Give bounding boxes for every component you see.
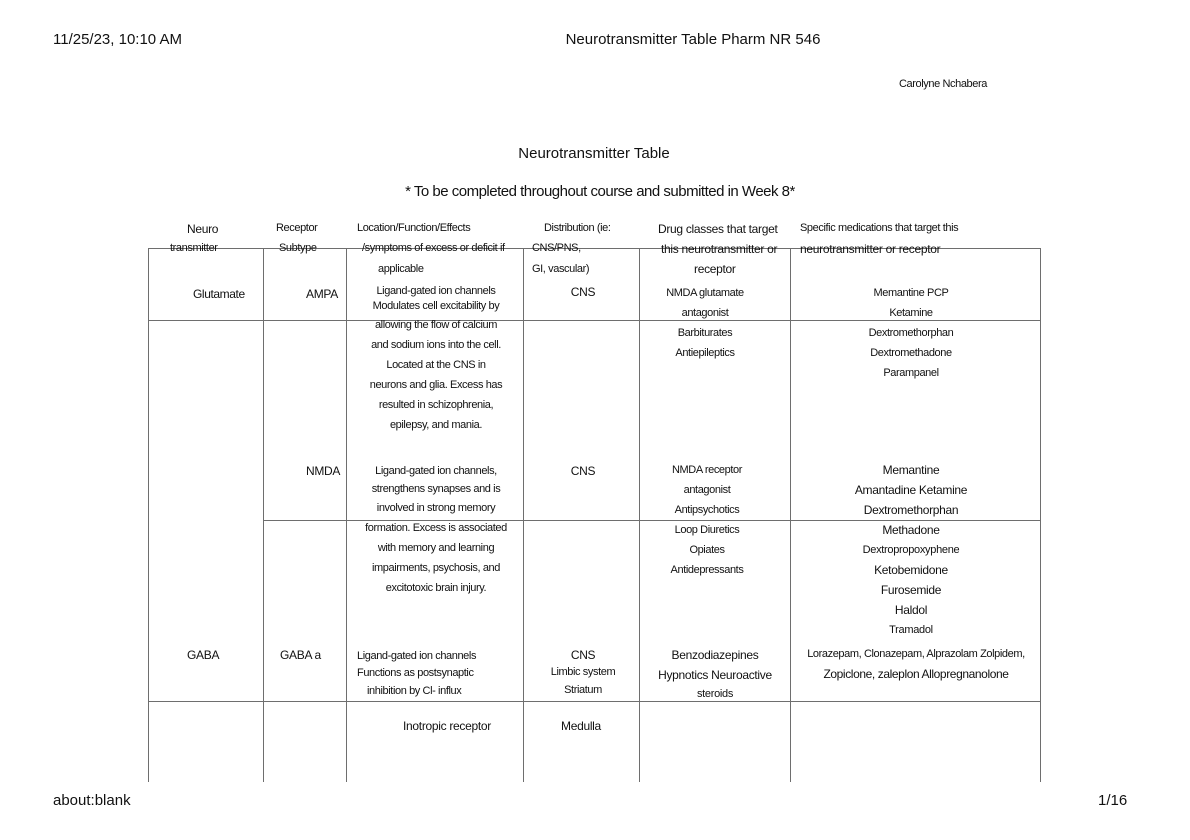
text-line: CNS xyxy=(570,648,596,662)
nmda-distribution: CNS xyxy=(570,464,596,478)
header-location-line2: /symptoms of excess or deficit if xyxy=(362,242,505,254)
text-line: Memantine xyxy=(882,463,940,477)
text-line: inhibition by Cl- influx xyxy=(367,685,462,697)
text-line: Limbic system xyxy=(550,666,616,678)
header-drug-classes-line1: Drug classes that target xyxy=(658,222,778,236)
nmda-drug-classes-cell xyxy=(640,460,774,580)
document-title: Neurotransmitter Table xyxy=(518,145,670,162)
ampa-distribution: CNS xyxy=(570,285,596,299)
row-divider xyxy=(148,701,1041,702)
header-drug-classes-line2: this neurotransmitter or xyxy=(661,242,778,256)
print-footer-page-number: 1/16 xyxy=(1098,792,1128,809)
column-divider xyxy=(148,248,149,782)
text-line: Loop Diuretics xyxy=(674,524,740,536)
header-drug-classes-line3: receptor xyxy=(694,262,736,276)
text-line: NMDA glutamate xyxy=(666,287,744,299)
next-row-distribution: Medulla xyxy=(561,719,601,733)
text-line: Hypnotics Neuroactive xyxy=(658,668,772,682)
text-line: Striatum xyxy=(564,684,602,696)
gaba-a-location-cell xyxy=(357,648,476,701)
text-line: Opiates xyxy=(689,544,725,556)
header-location-line1: Location/Function/Effects xyxy=(357,222,471,234)
header-distribution-line1: Distribution (ie: xyxy=(544,222,611,234)
text-line: Dextromethorphan xyxy=(863,503,959,517)
text-line: Ketamine xyxy=(889,307,933,319)
text-line: Ligand-gated ion channels xyxy=(376,285,496,297)
text-line: antagonist xyxy=(681,307,729,319)
text-line: Furosemide xyxy=(880,583,942,597)
author-name: Carolyne Nchabera xyxy=(899,78,987,90)
header-medications-line1: Specific medications that target this xyxy=(800,222,959,234)
ampa-medications-cell xyxy=(791,283,1031,383)
ampa-drug-classes-cell xyxy=(640,283,770,363)
text-line: Ketobemidone xyxy=(874,563,948,577)
header-receptor-line1: Receptor xyxy=(276,222,318,234)
text-line: Memantine PCP xyxy=(873,287,949,299)
header-neuro-line1: Neuro xyxy=(187,222,219,236)
gaba-a-medications-cell xyxy=(792,644,1040,684)
text-line: Amantadine Ketamine xyxy=(854,483,968,497)
text-line: Haldol xyxy=(894,603,928,617)
text-line: Located at the CNS in xyxy=(386,359,486,371)
subtype-ampa: AMPA xyxy=(306,287,338,301)
text-line: Dextropropoxyphene xyxy=(862,544,960,556)
text-line: Modulates cell excitability by xyxy=(372,300,500,312)
text-line: Antidepressants xyxy=(670,564,744,576)
text-line: Benzodiazepines xyxy=(671,648,759,662)
header-distribution-line2: CNS/PNS, xyxy=(532,242,581,254)
text-line: Dextromethorphan xyxy=(868,327,954,339)
neurotransmitter-gaba: GABA xyxy=(187,648,220,662)
text-line: Antipsychotics xyxy=(674,504,740,516)
text-line: epilepsy, and mania. xyxy=(389,419,483,431)
text-line: Dextromethadone xyxy=(870,347,952,359)
text-line: steroids xyxy=(696,688,734,700)
text-line: antagonist xyxy=(683,484,731,496)
column-divider xyxy=(346,248,347,782)
column-divider xyxy=(1040,248,1041,782)
header-neuro-line2: transmitter xyxy=(170,242,218,254)
text-line: Antiepileptics xyxy=(675,347,735,359)
print-datetime: 11/25/23, 10:10 AM xyxy=(53,31,182,48)
text-line: excitotoxic brain injury. xyxy=(385,582,487,594)
text-line: neurons and glia. Excess has xyxy=(369,379,503,391)
text-line: Methadone xyxy=(882,523,940,537)
header-distribution-line3: GI, vascular) xyxy=(532,263,590,275)
text-line: and sodium ions into the cell. xyxy=(371,339,501,351)
gaba-a-distribution-cell xyxy=(524,646,642,700)
header-location-line3: applicable xyxy=(378,263,424,275)
text-line: Parampanel xyxy=(883,367,939,379)
text-line: NMDA receptor xyxy=(672,464,742,476)
print-page-title: Neurotransmitter Table Pharm NR 546 xyxy=(565,31,821,48)
text-line: Ligand-gated ion channels xyxy=(357,650,477,662)
text-line: allowing the flow of calcium xyxy=(374,319,498,331)
subtype-gaba-a: GABA a xyxy=(280,648,321,662)
text-line: impairments, psychosis, and xyxy=(372,562,500,574)
print-footer-url: about:blank xyxy=(53,792,131,809)
nmda-medications-cell xyxy=(791,460,1031,640)
text-line: Zopiclone, zaleplon Allopregnanolone xyxy=(823,667,1009,681)
column-divider xyxy=(263,248,264,782)
nmda-location-cell xyxy=(348,462,524,598)
document-subtitle: * To be completed throughout course and submitted in Week 8* xyxy=(405,183,795,200)
text-line: involved in strong memory xyxy=(376,502,496,514)
text-line: Tramadol xyxy=(889,624,933,636)
gaba-a-drug-classes-cell xyxy=(640,645,790,703)
ampa-location-cell xyxy=(348,283,524,435)
text-line: formation. Excess is associated xyxy=(365,522,507,534)
text-line: Ligand-gated ion channels, xyxy=(375,465,497,477)
neurotransmitter-glutamate: Glutamate xyxy=(193,287,245,301)
next-row-location: Inotropic receptor xyxy=(403,719,491,733)
text-line: Functions as postsynaptic xyxy=(357,667,474,679)
header-receptor-line2: Subtype xyxy=(279,242,317,254)
text-line: with memory and learning xyxy=(377,542,495,554)
text-line: Lorazepam, Clonazepam, Alprazolam Zolpidem, xyxy=(807,648,1025,660)
header-medications-line2: neurotransmitter or receptor xyxy=(800,242,941,256)
text-line: resulted in schizophrenia, xyxy=(378,399,494,411)
subtype-nmda: NMDA xyxy=(306,464,341,478)
text-line: strengthens synapses and is xyxy=(371,483,501,495)
text-line: Barbiturates xyxy=(677,327,733,339)
